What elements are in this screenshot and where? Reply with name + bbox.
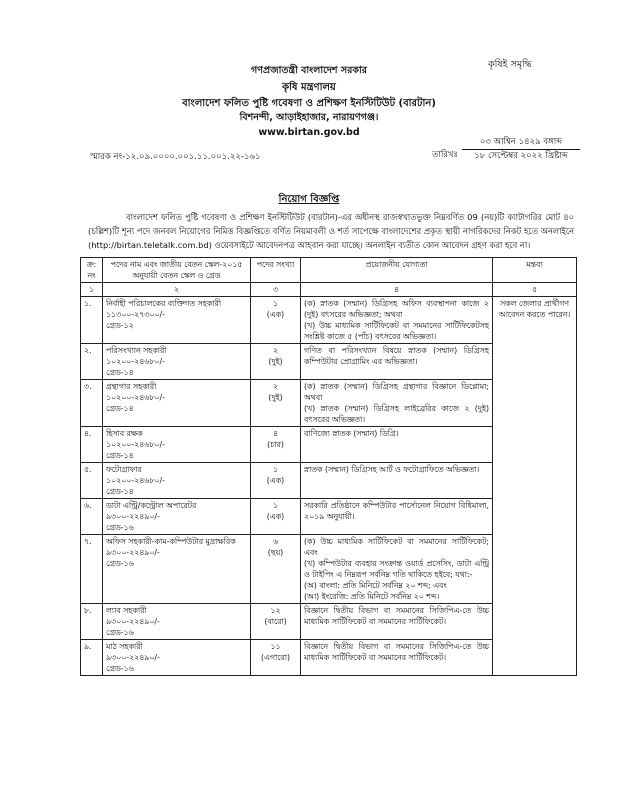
government-title: গণপ্রজাতন্ত্রী বাংলাদেশ সরকার [251,65,367,76]
pay-scale: ৯৩০০-২২৪৯০/- [106,617,160,626]
col-number: ৪ [301,283,493,297]
website-link[interactable]: www.birtan.gov.bd [258,127,360,138]
qualification-item: সরকারি প্রতিষ্ঠানে কম্পিউটার পার্সোনেল নিয়োগ বিধিমালা, ২০১৯ অনুযায়ী। [304,501,489,521]
count-words: (ছয়) [267,548,284,557]
date-label: তারিখঃ [432,150,459,160]
qualification-item: স্নাতক (সম্মান) ডিগ্রিসহ আর্ট ও ফটোগ্রাফিতে অভিজ্ঞতা। [304,465,480,474]
count-words: (এক) [266,512,285,521]
row-post [103,535,251,604]
row-count [251,297,301,344]
qualification-item: (খ) উচ্চ মাধ্যমিক সার্টিফিকেট বা সমমানের সার্টিফিকেটসহ সংশ্লিষ্ট কাজে ৫ (পাঁচ) বৎসরের অভিজ্ঞতা। [304,321,489,341]
row-serial [81,427,103,463]
qualification-item: (ক) স্নাতক (সম্মান) ডিগ্রিসহ গ্রন্থাগার বিজ্ঞানে ডিপ্লোমা; অথবা [304,382,489,402]
grade: গ্রেড-১৬ [106,559,134,568]
row-post [103,427,251,463]
serial-text: ৬. [84,501,92,510]
grade: গ্রেড-১৬ [106,628,134,637]
pay-scale: ৯৩০০-২২৪৯০/- [106,548,160,557]
pay-scale: ১১৩০০-২৭৩০০/- [106,310,165,319]
post-name: ফটোগ্রাফার [106,465,142,474]
count-words: (দুই) [268,357,283,366]
qualification-item: (অ) বাংলা: প্রতি মিনিটে সর্বনিম্ন ২০ শব্দ; এবং [304,581,447,590]
row-count [251,463,301,499]
table-header-row [81,258,577,283]
remarks-text: সকল জেলার প্রার্থীগণ আবেদন করতে পারেন। [498,299,571,319]
column-number-row [81,283,577,297]
grade: গ্রেড-১২ [106,321,134,330]
ministry-title: কৃষি মন্ত্রণালয় [282,82,336,93]
row-count [251,604,301,640]
row-serial [81,535,103,604]
memo-number: স্মারক নং-১২.০৯.০০০০.০০১.১১.০০১.২২-১৬১ [90,152,261,162]
header-count: পদের সংখ্যা [251,258,301,283]
count-number: ১ [272,501,279,510]
pay-scale: ৯৩০০-২২৪৯০/- [106,512,160,521]
notice-title-text: নিয়োগ বিজ্ঞপ্তি [278,194,340,205]
row-count [251,499,301,535]
serial-text: ১. [84,299,92,308]
qualification-item: বিজ্ঞানে দ্বিতীয় বিভাগ বা সমমানের সিজিপিএ-তে উচ্চ মাধ্যমিক সার্টিফিকেট বা সমমানের সার্টিফিকেট। [304,642,489,662]
pay-scale: ১০২০০-২৪৬৮০/- [106,393,165,402]
row-qualification [301,344,493,380]
serial-text: ২. [84,346,92,355]
posts-table [80,257,577,676]
row-serial [81,344,103,380]
grade: গ্রেড-১৪ [106,404,134,413]
institute-address: বিশনন্দী, আড়াইহাজার, নারায়ণগঞ্জ। [239,112,379,123]
row-post [103,499,251,535]
post-name: হিসাব রক্ষক [106,429,143,438]
slogan: কৃষিই সমৃদ্ধি [488,59,532,70]
qualification-item: বাণিজ্যে স্নাতক (সম্মান) ডিগ্রি। [304,429,399,438]
intro-paragraph [88,210,574,252]
date-gregorian: ১৮ সেপ্টেম্বর ২০২২ খ্রিষ্টাব্দ [474,151,568,161]
count-words: (এক) [266,310,285,319]
header-post: পদের নাম এবং জাতীয় বেতন স্কেল-২০১৫ অনুযায়ী বেতন স্কেল ও গ্রেড [103,258,251,283]
count-number: ১১ [270,642,281,651]
row-count [251,344,301,380]
qualification-item: (ক) উচ্চ মাধ্যমিক সার্টিফিকেট বা সমমানের সার্টিফিকেট; এবং [304,537,489,557]
count-words: (এক) [266,476,285,485]
count-number: ৪ [272,429,279,438]
row-post [103,463,251,499]
qualification-item: বিজ্ঞানে দ্বিতীয় বিভাগ বা সমমানের সিজিপিএ-তে উচ্চ মাধ্যমিক সার্টিফিকেট বা সমমানের সার্টিফিকেট। [304,606,489,626]
row-serial [81,499,103,535]
row-serial [81,297,103,344]
row-serial [81,640,103,676]
col-number: ৫ [493,283,577,297]
qualification-item: (খ) কম্পিউটার ব্যবহার সংক্রান্ত ওয়ার্ড প্রসেসিং, ডাটা এন্ট্রি ও টাইপিং এ নিম্নরূপ সর্বনিম্ন গতি থাকিতে হইবে; যথা:- [304,559,489,579]
grade: গ্রেড-১৪ [106,368,134,377]
pay-scale: ১০২০০-২৪৬৮০/- [106,476,165,485]
row-qualification [301,463,493,499]
post-name: ডাটা এন্ট্রি/কন্ট্রোল অপারেটর [106,501,197,510]
row-serial [81,463,103,499]
col-number: ১ [81,283,103,297]
row-qualification [301,427,493,463]
header-remarks: মন্তব্য [493,258,577,283]
count-number: ১২ [270,606,281,615]
qualification-item: গণিত বা পরিসংখ্যান বিষয়ে স্নাতক (সম্মান) ডিগ্রিসহ কম্পিউটার প্রোগ্রামিং এর অভিজ্ঞতা। [304,346,489,366]
table-row [81,297,577,344]
serial-text: ৯. [84,642,92,651]
qualification-item: (ক) স্নাতক (সম্মান) ডিগ্রিসহ অফিস ব্যবস্থাপনা কাজে ২ (দুই) বৎসরের অভিজ্ঞতা; অথবা [304,299,489,319]
row-post [103,604,251,640]
row-post [103,380,251,427]
header-serial: ক্র: নং [81,258,103,283]
grade: গ্রেড-১৪ [106,487,134,496]
count-number: ২ [272,346,279,355]
date-block [462,136,580,163]
post-name: মাঠ সহকারী [106,642,143,651]
count-number: ১ [272,299,279,308]
notice-title [0,192,618,209]
row-post [103,344,251,380]
count-words: (এগারো) [260,653,291,662]
row-serial [81,380,103,427]
qualification-item: (আ) ইংরেজি: প্রতি মিনিটে সর্বনিম্ন ২০ শব্দ। [304,592,440,601]
grade: গ্রেড-১৪ [106,451,134,460]
row-qualification [301,499,493,535]
count-number: ২ [272,382,279,391]
qualification-item: (খ) স্নাতক (সম্মান) ডিগ্রিসহ লাইব্রেরির কাজে ২ (দুই) বৎসরের অভিজ্ঞতা। [304,404,489,424]
institute-title: বাংলাদেশ ফলিত পুষ্টি গবেষণা ও প্রশিক্ষণ ইনস্টিটিউট (বারটান) [182,98,436,109]
count-words: (বারো) [264,617,287,626]
count-words: (চার) [267,440,284,449]
date-bangla: ০৩ আশ্বিন ১৪২৯ বঙ্গাব্দ [462,136,580,150]
pay-scale: ১০২০০-২৪৬৮০/- [106,440,165,449]
remarks-cell [493,297,577,676]
row-qualification [301,604,493,640]
col-number: ২ [103,283,251,297]
row-qualification [301,297,493,344]
row-count [251,535,301,604]
pay-scale: ৯৩০০-২২৪৯০/- [106,653,160,662]
row-count [251,640,301,676]
post-name: গ্রন্থাগার সহকারী [106,382,157,391]
serial-text: ৮. [84,606,92,615]
intro-text: বাংলাদেশ ফলিত পুষ্টি গবেষণা ও প্রশিক্ষণ ইনস্টিটিউট (বারটান)-এর অধীনস্থ রাজস্বখাতভুক্ত নিম্নবর্ণিত 09 (নয়)টি ক্যাটাগরির মোট ৪০ (চল্লিশ)টি শূন্য পদে জনবল নিয়োগের নিমিত্ত বিজ্ঞপ্তিতে বর্ণিত নিয়মাবলী ও শর্ত সাপেক্ষে বাংলাদেশের প্রকৃত স্থায়ী নাগরিকদের নিকট হতে অনলাইনে (http://birtan.teletalk.com.bd) ওয়েবসাইটে আবেদনপত্র আহবান করা যাচ্ছে। অনলাইন ব্যতীত কোন আবেদন গ্রহণ করা হবে না। [88,212,574,250]
row-qualification [301,640,493,676]
post-name: ল্যাব সহকারী [106,606,147,615]
serial-text: ৭. [84,537,92,546]
post-name: পরিসংখ্যান সহকারী [106,346,167,355]
row-qualification [301,535,493,604]
grade: গ্রেড-১৬ [106,664,134,673]
row-post [103,640,251,676]
count-number: ৬ [272,537,279,546]
count-number: ১ [272,465,279,474]
post-name: অফিস সহকারী-কাম-কম্পিউটার মুদ্রাক্ষরিক [106,537,236,546]
row-count [251,427,301,463]
row-post [103,297,251,344]
col-number: ৩ [251,283,301,297]
row-serial [81,604,103,640]
header-qualification: প্রয়োজনীয় যোগ্যতা [301,258,493,283]
post-name: নির্বাহী পরিচালকের ব্যক্তিগত সহকারী [106,299,222,308]
count-words: (দুই) [268,393,283,402]
row-qualification [301,380,493,427]
serial-text: ৩. [84,382,92,391]
grade: গ্রেড-১৬ [106,523,134,532]
pay-scale: ১০২০০-২৪৬৮০/- [106,357,165,366]
row-count [251,380,301,427]
serial-text: ৫. [84,465,92,474]
serial-text: ৪. [84,429,92,438]
